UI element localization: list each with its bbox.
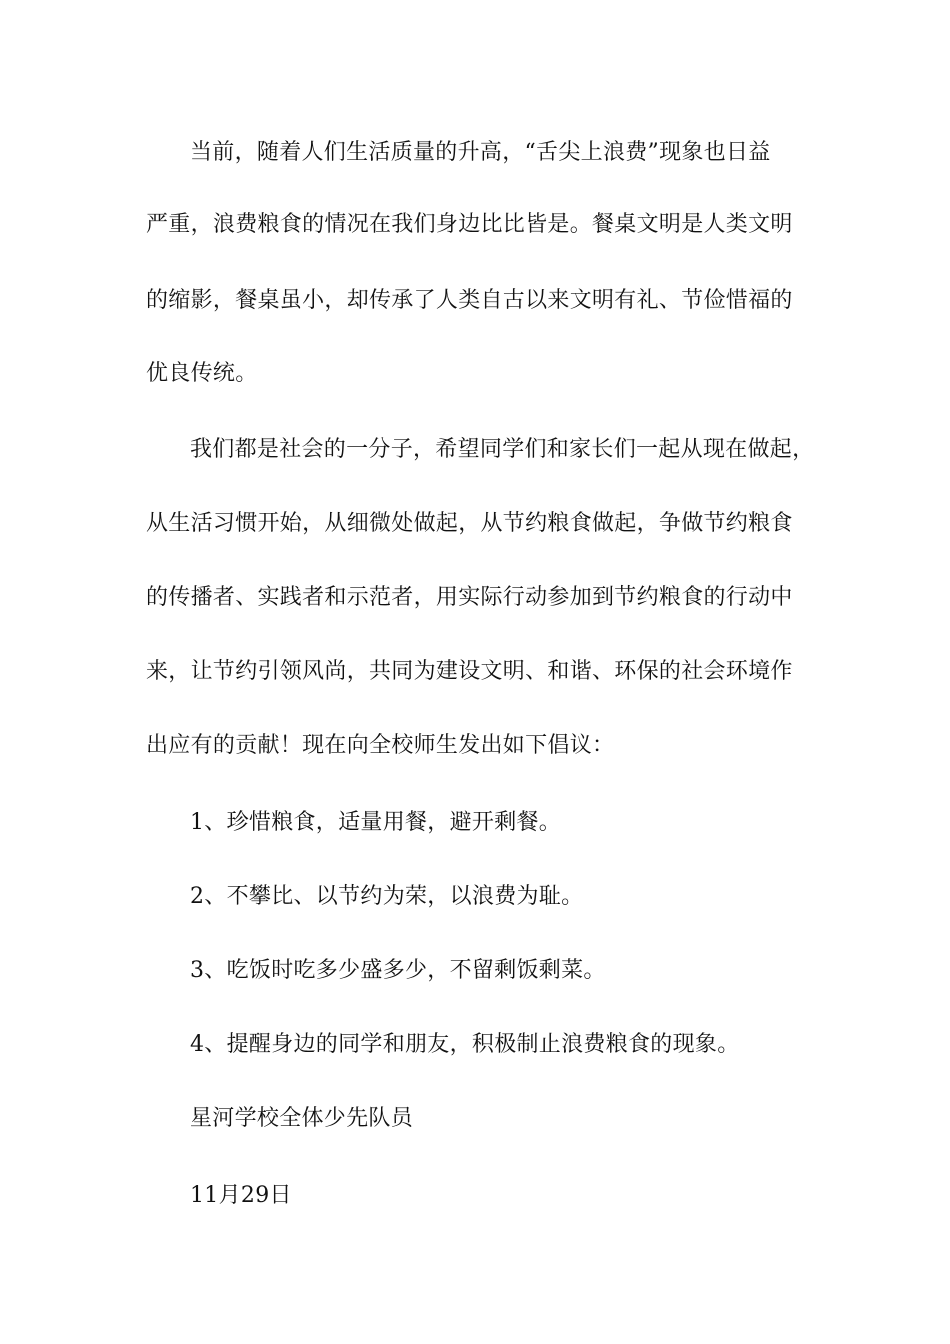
list-item: 2、不攀比、以节约为荣，以浪费为耻。: [190, 884, 584, 909]
list-item: 4、提醒身边的同学和朋友，积极制止浪费粮食的现象。: [190, 1032, 740, 1057]
signature: 星河学校全体少先队员: [190, 1106, 414, 1131]
text-line: 严重，浪费粮食的情况在我们身边比比皆是。餐桌文明是人类文明: [146, 212, 793, 237]
text-line: 优良传统。: [146, 361, 258, 386]
text-line: 的传播者、实践者和示范者，用实际行动参加到节约粮食的行动中: [146, 585, 793, 610]
text-line: 从生活习惯开始，从细微处做起，从节约粮食做起，争做节约粮食: [146, 511, 793, 536]
list-item: 1、珍惜粮食，适量用餐，避开剩餐。: [190, 810, 562, 835]
list-item: 3、吃饭时吃多少盛多少，不留剩饭剩菜。: [190, 958, 606, 983]
text-line: 我们都是社会的一分子，希望同学们和家长们一起从现在做起，: [190, 437, 815, 462]
text-line: 出应有的贡献！现在向全校师生发出如下倡议：: [146, 733, 615, 758]
text-line: 来，让节约引领风尚，共同为建设文明、和谐、环保的社会环境作: [146, 659, 793, 684]
text-line: 的缩影，餐桌虽小，却传承了人类自古以来文明有礼、节俭惜福的: [146, 288, 793, 313]
date: 11月29日: [190, 1183, 292, 1208]
text-line: 当前，随着人们生活质量的升高，“舌尖上浪费”现象也日益: [190, 140, 771, 165]
